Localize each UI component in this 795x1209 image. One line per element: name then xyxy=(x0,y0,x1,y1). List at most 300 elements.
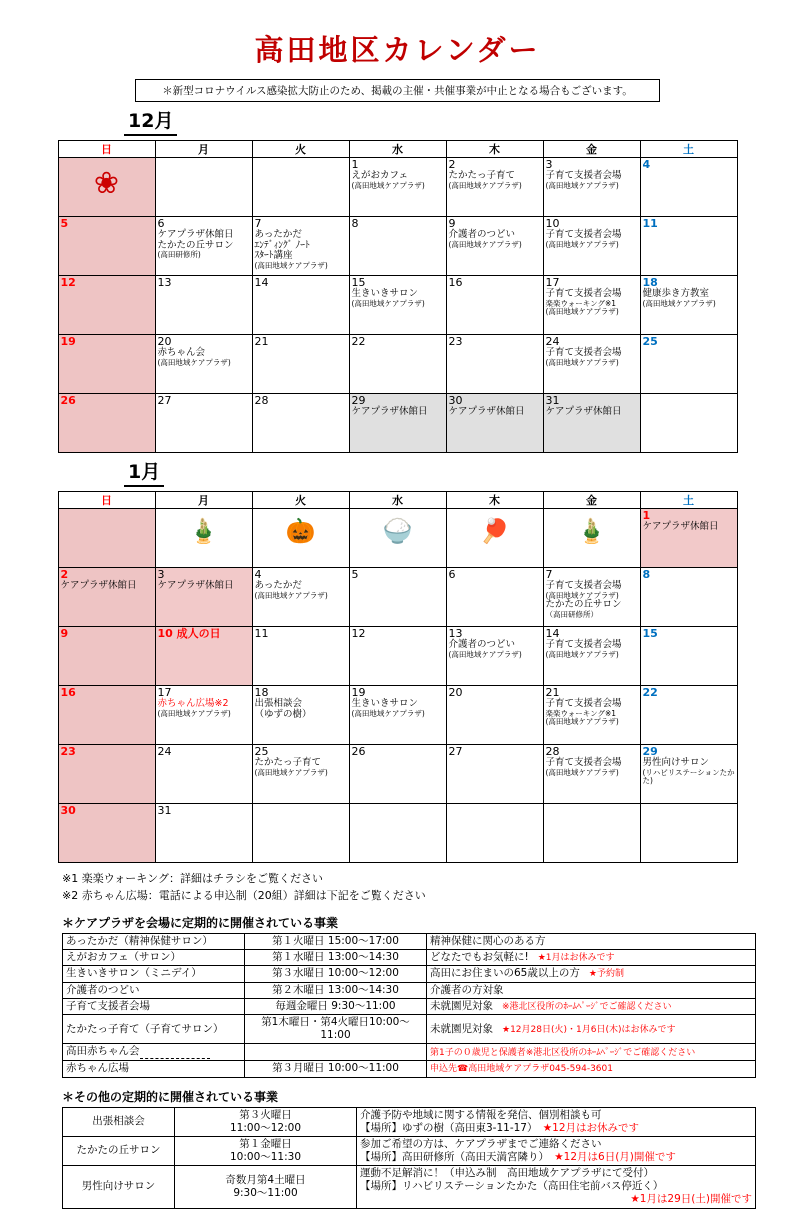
program-name: 高田赤ちゃん会 xyxy=(63,1044,245,1061)
program-name: 介護者のつどい xyxy=(63,982,245,998)
calendar-day-cell xyxy=(252,335,349,394)
calendar-day-cell xyxy=(58,335,155,394)
day-event-text: 子育て支援者会場 xyxy=(545,639,622,651)
day-event-text: ケアプラザ休館日 xyxy=(157,580,234,592)
day-number: 17 xyxy=(157,686,172,699)
program-target-note xyxy=(427,1061,756,1077)
schedule-line: 9:30～11:00 xyxy=(233,1186,298,1199)
calendar-day-cell xyxy=(446,745,543,804)
day-event-text: (高田地域ケアプラザ) xyxy=(448,239,522,249)
footnote-2: ※2 赤ちゃん広場：電話による申込制（20組）詳細は下記をご覧ください xyxy=(62,888,426,902)
program-row xyxy=(63,1061,756,1077)
program-target-note xyxy=(427,934,756,950)
month-label-december: 12月 xyxy=(124,106,177,136)
calendar-day-cell xyxy=(349,276,446,335)
other-program-schedule xyxy=(175,1136,357,1165)
calendar-december xyxy=(58,140,738,453)
day-event-text: (高田地域ケアプラザ) xyxy=(545,357,619,367)
day-number: 16 xyxy=(448,276,463,289)
other-program-row xyxy=(63,1166,756,1208)
program-target: 精神保健に関心のある方 xyxy=(430,935,546,947)
calendar-day-cell xyxy=(446,158,543,217)
day-number: 24 xyxy=(545,335,560,348)
day-number: 5 xyxy=(60,217,69,230)
section1-heading: ＊ケアプラザを会場に定期的に開催されている事業 xyxy=(62,916,339,930)
calendar-day-cell xyxy=(446,627,543,686)
day-number: 26 xyxy=(60,394,76,407)
calendar-day-cell xyxy=(252,804,349,863)
calendar-week-row xyxy=(58,745,737,804)
day-event-text: 子育て支援者会場 xyxy=(545,580,622,592)
calendar-day-cell xyxy=(155,335,252,394)
program-schedule: 第３水曜日 10:00～12:00 xyxy=(245,966,427,982)
program-row xyxy=(63,1044,756,1061)
footnote-1: ※1 楽楽ウォーキング：詳細はチラシをご覧ください xyxy=(62,872,323,885)
day-event-text: 男性向けサロン xyxy=(642,757,710,769)
calendar-day-cell xyxy=(446,217,543,276)
calendar-day-cell xyxy=(155,276,252,335)
day-number: 24 xyxy=(157,745,172,758)
day-event-text: ケアプラザ休館日 xyxy=(448,406,525,418)
program-schedule: 第１水曜日 13:00～14:30 xyxy=(245,950,427,966)
program-target: 介護者の方対象 xyxy=(430,983,504,996)
program-schedule xyxy=(245,1044,427,1061)
program-target: どなたでもお気軽に! xyxy=(430,951,529,964)
calendar-day-cell xyxy=(155,158,252,217)
program-note: 第1子の０歳児と保護者※港北区役所のﾎｰﾑﾍﾟｰｼﾞでご確認ください xyxy=(430,1047,696,1058)
description-line-1: 参加ご希望の方は、ケアプラザまでご連絡ください xyxy=(360,1137,602,1150)
day-number: 14 xyxy=(254,276,269,289)
calendar-day-cell xyxy=(640,568,737,627)
month-label-january: 1月 xyxy=(124,457,164,487)
day-number: 12 xyxy=(351,627,366,640)
calendar-day-cell xyxy=(640,158,737,217)
calendar-day-cell xyxy=(155,627,252,686)
other-program-schedule xyxy=(175,1107,357,1136)
program-target: 未就園児対象 xyxy=(430,999,493,1012)
weekday-header-row xyxy=(58,492,737,509)
day-number: 27 xyxy=(448,745,463,758)
day-event-text: (高田地域ケアプラザ) xyxy=(545,767,619,777)
day-event-text: 生きいきサロン xyxy=(351,288,419,300)
day-number: 22 xyxy=(351,335,366,348)
calendar-day-cell xyxy=(446,509,543,568)
kagami-decoration-icon: 🎃 xyxy=(285,518,316,545)
weekday-thu: 木 xyxy=(446,141,543,158)
calendar-day-cell xyxy=(543,686,640,745)
description-line-2: 【場所】ゆずの樹（高田東3-11-17） ★12月はお休みです xyxy=(360,1121,640,1134)
calendar-day-cell xyxy=(543,627,640,686)
calendar-week-row xyxy=(58,686,737,745)
program-target-note xyxy=(427,966,756,982)
day-number: 1 xyxy=(642,509,651,522)
program-name: 赤ちゃん広場 xyxy=(63,1061,245,1077)
calendar-day-cell xyxy=(155,217,252,276)
mochi-decoration-icon: 🍚 xyxy=(382,518,413,545)
weekday-tue: 火 xyxy=(252,492,349,509)
calendar-day-cell xyxy=(446,394,543,453)
calendar-day-cell xyxy=(349,509,446,568)
day-event-text: (高田地域ケアプラザ) xyxy=(351,298,425,308)
calendar-day-cell xyxy=(155,804,252,863)
schedule-line: 第１金曜日 xyxy=(239,1137,292,1150)
day-event-text: 赤ちゃん会 xyxy=(157,347,206,359)
day-event-text: 子育て支援者会場 xyxy=(545,347,622,359)
day-number: 30 xyxy=(448,394,463,407)
other-program-note: ★1月は29日(土)開催です xyxy=(619,1193,752,1206)
program-row xyxy=(63,1015,756,1044)
description-line-1: 運動不足解消に！（申込み制 高田地域ケアプラザにて受付） xyxy=(360,1167,654,1180)
day-number: 9 xyxy=(60,627,69,640)
day-event-text: (高田地域ケアプラザ) xyxy=(351,708,425,718)
day-event-text: （高田研修所） xyxy=(545,609,598,619)
day-number: 29 xyxy=(351,394,366,407)
schedule-line: 奇数月第4土曜日 xyxy=(225,1173,306,1186)
day-event-text: えがおカフェ xyxy=(351,170,409,182)
calendar-day-cell xyxy=(543,217,640,276)
program-target-note xyxy=(427,950,756,966)
calendar-week-row xyxy=(58,804,737,863)
calendar-day-cell xyxy=(349,217,446,276)
program-target-note xyxy=(427,1015,756,1044)
program-name: たかたっ子育て（子育てサロン） xyxy=(63,1015,245,1044)
day-event-text: (高田地域ケアプラザ) xyxy=(545,307,619,317)
other-program-note: ★12月は6日(月)開催です xyxy=(543,1151,676,1163)
day-number: 14 xyxy=(545,627,560,640)
calendar-day-cell xyxy=(640,686,737,745)
day-event-text: あったかだ xyxy=(254,580,302,592)
calendar-day-cell xyxy=(446,686,543,745)
calendar-day-cell xyxy=(446,335,543,394)
day-event-text: 出張相談会 xyxy=(254,698,303,710)
day-event-text: (高田地域ケアプラザ) xyxy=(448,649,522,659)
other-program-name: 出張相談会 xyxy=(63,1107,175,1136)
program-target: 高田にお住まいの65歳以上の方 xyxy=(430,967,580,980)
calendar-week-row xyxy=(58,509,737,568)
calendar-day-cell xyxy=(58,745,155,804)
calendar-day-cell xyxy=(349,158,446,217)
calendar-day-cell xyxy=(58,804,155,863)
day-number: 8 xyxy=(351,217,359,230)
day-number: 29 xyxy=(642,745,658,758)
program-row xyxy=(63,982,756,998)
day-number: 9 xyxy=(448,217,456,230)
program-name: 子育て支援者会場 xyxy=(63,998,245,1014)
calendar-day-cell xyxy=(640,627,737,686)
poinsettia-decoration-icon: ❀ xyxy=(93,167,120,200)
program-schedule: 第３月曜日 10:00～11:00 xyxy=(245,1061,427,1077)
calendar-day-cell xyxy=(349,627,446,686)
day-event-text: (高田地域ケアプラザ) xyxy=(545,649,619,659)
calendar-day-cell xyxy=(349,335,446,394)
day-number: 4 xyxy=(254,568,262,581)
program-target-note xyxy=(427,1044,756,1061)
calendar-day-cell xyxy=(640,509,737,568)
program-note: ※港北区役所のﾎｰﾑﾍﾟｰｼﾞでご確認ください xyxy=(493,1001,672,1012)
day-event-text: 子育て支援者会場 xyxy=(545,229,622,241)
day-event-text: (高田地域ケアプラザ) xyxy=(254,260,328,270)
weekday-wed: 水 xyxy=(349,492,446,509)
program-name: あったかだ（精神保健サロン） xyxy=(63,934,245,950)
weekday-sun: 日 xyxy=(58,141,155,158)
calendar-day-cell xyxy=(252,217,349,276)
day-number: 25 xyxy=(642,335,658,348)
calendar-day-cell xyxy=(640,276,737,335)
weekday-mon: 月 xyxy=(155,141,252,158)
day-event-text: (高田地域ケアプラザ) xyxy=(351,180,425,190)
day-number: 16 xyxy=(60,686,76,699)
calendar-day-cell xyxy=(58,627,155,686)
day-number: 31 xyxy=(157,804,172,817)
holiday-label: 成人の日 xyxy=(172,627,221,640)
day-event-text: (高田地域ケアプラザ) xyxy=(545,590,619,600)
day-number: 3 xyxy=(545,158,553,171)
day-event-text: 子育て支援者会場 xyxy=(545,757,622,769)
weekday-fri: 金 xyxy=(543,492,640,509)
calendar-day-cell xyxy=(252,686,349,745)
calendar-day-cell xyxy=(252,509,349,568)
calendar-day-cell xyxy=(155,745,252,804)
description-line-2: 【場所】高田研修所（高田天満宮隣り） ★12月は6日(月)開催です xyxy=(360,1151,676,1163)
day-event-text: (高田地域ケアプラザ) xyxy=(545,180,619,190)
calendar-week-row xyxy=(58,335,737,394)
calendar-week-row xyxy=(58,217,737,276)
weekday-mon: 月 xyxy=(155,492,252,509)
day-event-text: 子育て支援者会場 xyxy=(545,288,622,300)
program-schedule: 第1木曜日・第4火曜日10:00～11:00 xyxy=(245,1015,427,1044)
calendar-day-cell xyxy=(446,568,543,627)
calendar-day-cell xyxy=(252,276,349,335)
calendar-day-cell xyxy=(155,686,252,745)
day-number: 7 xyxy=(545,568,553,581)
other-program-schedule xyxy=(175,1166,357,1208)
day-event-text: 子育て支援者会場 xyxy=(545,698,622,710)
weekday-sun: 日 xyxy=(58,492,155,509)
calendar-day-cell xyxy=(58,394,155,453)
day-number: 18 xyxy=(642,276,658,289)
day-number: 13 xyxy=(448,627,463,640)
day-number: 17 xyxy=(545,276,560,289)
other-program-row xyxy=(63,1107,756,1136)
kadomatsu-decoration-icon: 🎍 xyxy=(188,518,219,545)
calendar-day-cell xyxy=(640,804,737,863)
day-number: 11 xyxy=(642,217,658,230)
day-number: 19 xyxy=(60,335,76,348)
calendar-day-cell xyxy=(543,509,640,568)
day-event-text: ケアプラザ休館日 xyxy=(545,406,622,418)
covid-notice: ＊新型コロナウイルス感染拡大防止のため、掲載の主催・共催事業が中止となる場合もございます。 xyxy=(135,79,660,102)
calendar-day-cell xyxy=(349,745,446,804)
day-number: 2 xyxy=(448,158,456,171)
day-number: 4 xyxy=(642,158,651,171)
weekday-header-row xyxy=(58,141,737,158)
calendar-day-cell xyxy=(155,394,252,453)
day-event-text: (高田地域ケアプラザ) xyxy=(545,717,619,727)
day-event-text: 健康歩き方教室 xyxy=(642,288,710,300)
weekday-fri: 金 xyxy=(543,141,640,158)
day-number: 28 xyxy=(254,394,269,407)
day-event-text: ケアプラザ休館日 xyxy=(351,406,428,418)
day-event-text: たかたの丘サロン xyxy=(545,599,622,611)
other-program-name: たかたの丘サロン xyxy=(63,1136,175,1165)
day-number: 27 xyxy=(157,394,172,407)
calendar-day-cell xyxy=(349,686,446,745)
day-number: 21 xyxy=(254,335,269,348)
calendar-day-cell xyxy=(543,394,640,453)
calendar-day-cell xyxy=(252,627,349,686)
program-schedule: 第１火曜日 15:00～17:00 xyxy=(245,934,427,950)
day-number: 11 xyxy=(254,627,269,640)
calendar-day-cell xyxy=(252,568,349,627)
calendar-day-cell xyxy=(58,568,155,627)
footnotes xyxy=(62,871,795,904)
program-row xyxy=(63,950,756,966)
program-name: えがおカフェ（サロン） xyxy=(63,950,245,966)
calendar-day-cell xyxy=(640,217,737,276)
calendar-day-cell xyxy=(543,158,640,217)
day-number: 6 xyxy=(448,568,456,581)
weekday-wed: 水 xyxy=(349,141,446,158)
day-event-text: あったかだ xyxy=(254,229,302,241)
day-number: 21 xyxy=(545,686,560,699)
day-event-text: ケアプラザ休館日 xyxy=(642,521,719,533)
day-number: 1 xyxy=(351,158,359,171)
program-target-note xyxy=(427,998,756,1014)
day-number: 15 xyxy=(642,627,658,640)
day-number: 25 xyxy=(254,745,269,758)
weekday-sat: 土 xyxy=(640,492,737,509)
day-event-text: ｴﾝﾃﾞｨﾝｸﾞ ﾉｰﾄ xyxy=(254,239,310,251)
schedule-line: 11:00～12:00 xyxy=(229,1121,302,1134)
calendar-day-cell xyxy=(446,804,543,863)
day-number: 18 xyxy=(254,686,269,699)
day-number: 10 成人の日 xyxy=(157,627,221,640)
day-event-text: 子育て支援者会場 xyxy=(545,170,622,182)
calendar-day-cell xyxy=(58,509,155,568)
day-number: 23 xyxy=(60,745,76,758)
program-note: ★1月はお休みです xyxy=(528,953,615,964)
day-event-text: (高田地域ケアプラザ) xyxy=(254,767,328,777)
calendar-day-cell xyxy=(640,335,737,394)
day-event-text: (高田地域ケアプラザ) xyxy=(254,590,328,600)
section2-heading: ＊その他の定期的に開催されている事業 xyxy=(62,1089,279,1104)
day-event-text: 楽楽ウォーキング※1 xyxy=(545,298,617,308)
calendar-day-cell xyxy=(349,804,446,863)
day-event-text: (高田研修所) xyxy=(157,250,201,260)
description-line-3 xyxy=(360,1193,752,1206)
day-number: 22 xyxy=(642,686,658,699)
day-event-text: (高田地域ケアプラザ) xyxy=(157,708,231,718)
day-number: 20 xyxy=(448,686,463,699)
day-number: 30 xyxy=(60,804,76,817)
program-target-note xyxy=(427,982,756,998)
day-event-text: たかたっ子育て xyxy=(254,757,322,769)
calendar-week-row xyxy=(58,627,737,686)
day-number: 7 xyxy=(254,217,262,230)
calendar-day-cell xyxy=(252,394,349,453)
calendar-day-cell xyxy=(252,745,349,804)
day-event-text: (高田地域ケアプラザ) xyxy=(448,180,522,190)
day-number: 6 xyxy=(157,217,165,230)
calendar-day-cell xyxy=(58,276,155,335)
day-number: 26 xyxy=(351,745,366,758)
calendar-day-cell xyxy=(155,509,252,568)
other-programs-table xyxy=(62,1107,756,1209)
day-event-text: ケアプラザ休館日 xyxy=(60,580,137,592)
day-number: 13 xyxy=(157,276,172,289)
regular-programs-table xyxy=(62,933,756,1078)
day-number: 28 xyxy=(545,745,560,758)
day-number: 20 xyxy=(157,335,172,348)
program-name: 生きいきサロン（ミニデイ） xyxy=(63,966,245,982)
other-program-description xyxy=(357,1107,756,1136)
day-event-text: 生きいきサロン xyxy=(351,698,419,710)
day-event-text: 赤ちゃん広場※2 xyxy=(157,698,229,710)
program-row xyxy=(63,966,756,982)
december-body xyxy=(58,158,737,453)
day-event-text: 介護者のつどい xyxy=(448,639,516,651)
day-number: 31 xyxy=(545,394,560,407)
calendar-week-row xyxy=(58,394,737,453)
calendar-day-cell xyxy=(446,276,543,335)
program-note: 申込先☎高田地域ケアプラザ045-594-3601 xyxy=(430,1064,613,1075)
section1-body xyxy=(63,934,756,1078)
calendar-day-cell xyxy=(543,335,640,394)
program-schedule: 第２木曜日 13:00～14:30 xyxy=(245,982,427,998)
calendar-day-cell xyxy=(543,745,640,804)
day-number: 2 xyxy=(60,568,69,581)
hagoita-decoration-icon: 🏓 xyxy=(479,518,510,545)
day-event-text: たかたっ子育て xyxy=(448,170,516,182)
calendar-day-cell xyxy=(543,276,640,335)
weekday-sat: 土 xyxy=(640,141,737,158)
calendar-day-cell xyxy=(58,686,155,745)
calendar-day-cell xyxy=(543,804,640,863)
program-note: ★12月28日(火)・1月6日(木)はお休みです xyxy=(493,1024,676,1035)
program-schedule: 毎週金曜日 9:30～11:00 xyxy=(245,998,427,1014)
schedule-line: 第３火曜日 xyxy=(239,1108,292,1121)
other-program-row xyxy=(63,1136,756,1165)
schedule-line: 10:00～11:30 xyxy=(229,1151,302,1163)
day-number: 8 xyxy=(642,568,651,581)
calendar-day-cell xyxy=(543,568,640,627)
calendar-day-cell xyxy=(58,217,155,276)
weekday-tue: 火 xyxy=(252,141,349,158)
day-number: 5 xyxy=(351,568,359,581)
day-event-text: 楽楽ウォーキング※1 xyxy=(545,708,617,718)
calendar-day-cell xyxy=(349,568,446,627)
day-event-text: 介護者のつどい xyxy=(448,229,516,241)
section2-body xyxy=(63,1107,756,1208)
other-program-note: ★12月はお休みです xyxy=(532,1121,640,1134)
day-event-text: (リハビリステーションたかた) xyxy=(642,767,735,786)
program-row xyxy=(63,998,756,1014)
calendar-week-row xyxy=(58,276,737,335)
january-body xyxy=(58,509,737,863)
description-line-1: 介護予防や地域に関する情報を発信、個別相談も可 xyxy=(360,1108,602,1121)
day-event-text: ケアプラザ休館日 xyxy=(157,229,234,241)
day-number: 15 xyxy=(351,276,366,289)
calendar-day-cell xyxy=(58,158,155,217)
calendar-day-cell xyxy=(349,394,446,453)
kadomatsu2-decoration-icon: 🎍 xyxy=(576,518,607,545)
day-event-text: （ゆずの樹） xyxy=(254,708,312,720)
day-number: 19 xyxy=(351,686,366,699)
day-event-text: ｽﾀｰﾄ講座 xyxy=(254,250,293,262)
day-event-text: (高田地域ケアプラザ) xyxy=(642,298,716,308)
day-number: 3 xyxy=(157,568,165,581)
day-number: 10 xyxy=(545,217,560,230)
